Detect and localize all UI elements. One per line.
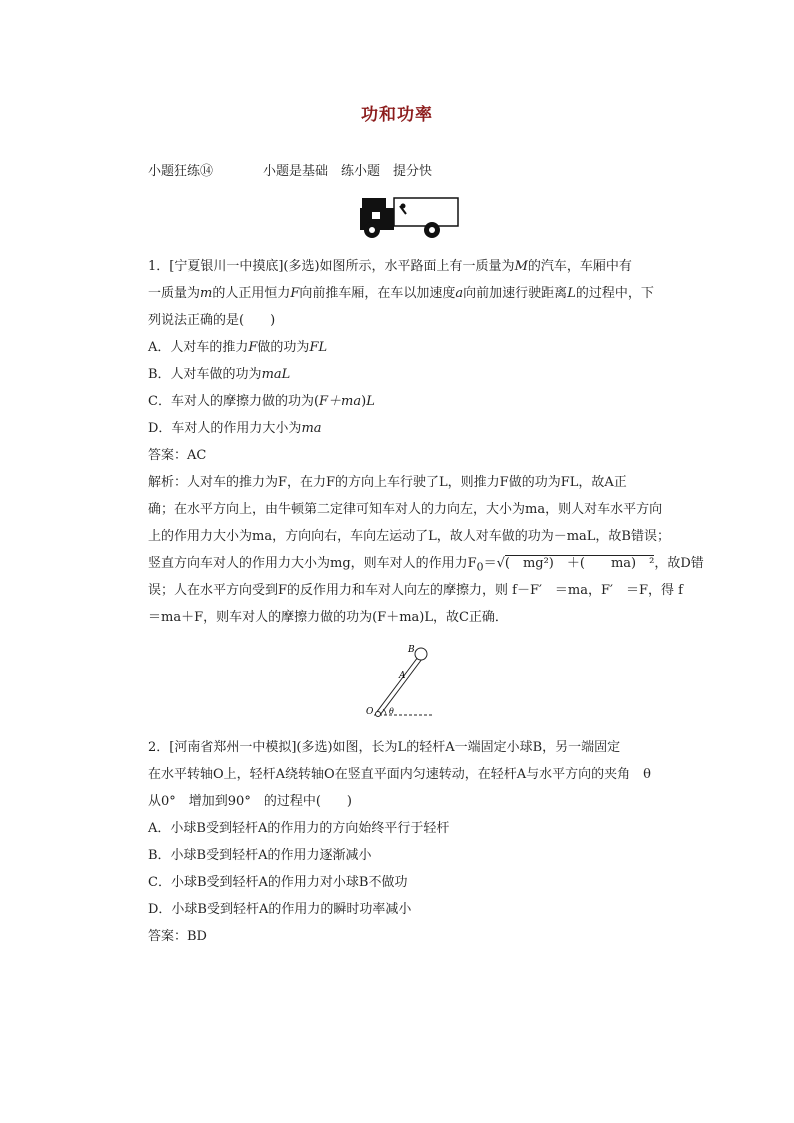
rod-line-b bbox=[380, 659, 422, 715]
q2-stem-line1: 2．[河南省郑州一中模拟](多选)如图，长为L的轻杆A一端固定小球B，另一端固定 bbox=[148, 740, 621, 755]
diagram-label-a: A bbox=[399, 671, 406, 681]
diagram-label-theta: θ bbox=[389, 707, 394, 716]
page-title: 功和功率 bbox=[361, 105, 433, 125]
diagram-label-b: B bbox=[408, 645, 415, 655]
diagram-label-o: O bbox=[366, 707, 374, 717]
q2-stem-line2: 在水平转轴O上，轻杆A绕转轴O在竖直平面内匀速转动，在轻杆A与水平方向的夹角 θ bbox=[148, 767, 651, 782]
ball-b bbox=[415, 648, 427, 660]
section-header bbox=[148, 160, 433, 179]
q2-stem-line3: 从0° 增加到90° 的过程中( ) bbox=[148, 794, 352, 809]
q1-option-d: D．车对人的作用力大小为ma bbox=[148, 421, 322, 436]
section-label: 小题狂练⑭ bbox=[148, 164, 214, 179]
q1-stem-line3: 列说法正确的是( ) bbox=[148, 313, 276, 328]
q1-stem-line1: 1．[宁夏银川一中摸底](多选)如图所示，水平路面上有一质量为M的汽车，车厢中有 bbox=[148, 259, 632, 274]
q2-answer: 答案：BD bbox=[148, 929, 207, 944]
section-slogan: 小题是基础 练小题 提分快 bbox=[263, 164, 433, 179]
q1-explanation-line2: 确；在水平方向上，由牛顿第二定律可知车对人的力向左，大小为ma，则人对车水平方向 bbox=[148, 502, 663, 517]
rod-line-a bbox=[376, 657, 418, 713]
q1-answer: 答案：AC bbox=[148, 448, 207, 463]
q2-option-b: B．小球B受到轻杆A的作用力逐渐减小 bbox=[148, 848, 372, 863]
truck-logo-icon bbox=[358, 194, 460, 240]
angle-arc bbox=[383, 709, 386, 715]
q1-option-c: C．车对人的摩擦力做的功为(F＋ma)L bbox=[148, 394, 375, 409]
q1-explanation-line5: 误；人在水平方向受到F的反作用力和车对人向左的摩擦力，则 f－F′ ＝ma，F′ ＝F，得 f bbox=[148, 583, 683, 598]
q2-option-c: C．小球B受到轻杆A的作用力对小球B不做功 bbox=[148, 875, 408, 890]
q1-explanation-line6: ＝ma＋F，则车对人的摩擦力做的功为(F＋ma)L，故C正确． bbox=[148, 610, 508, 625]
sqrt-sign: √ bbox=[496, 556, 505, 571]
q1-option-a: A．人对车的推力F做的功为FL bbox=[148, 340, 328, 355]
q1-explanation-line3: 上的作用力大小为ma，方向向右，车向左运动了L，故人对车做的功为－maL，故B错误； bbox=[148, 529, 670, 544]
q1-stem-line2: 一质量为m的人正用恒力F向前推车厢，在车以加速度a向前加速行驶距离L的过程中，下 bbox=[148, 286, 654, 301]
q1-explanation-line1: 解析：人对车的推力为F，在力F的方向上车行驶了L，则推力F做的功为FL，故A正 bbox=[148, 475, 627, 490]
rod-ball-diagram bbox=[366, 644, 438, 720]
q2-option-a: A．小球B受到轻杆A的作用力的方向始终平行于轻杆 bbox=[148, 821, 450, 836]
q2-option-d: D．小球B受到轻杆A的作用力的瞬时功率减小 bbox=[148, 902, 412, 917]
q1-option-b: B．人对车做的功为maL bbox=[148, 367, 291, 382]
sqrt-content: ( mg²) ＋( ma) ² bbox=[504, 556, 655, 571]
pivot-o bbox=[376, 712, 381, 717]
q1-explanation-line4: 竖直方向车对人的作用力大小为mg，则车对人的作用力$F_0=√$( mg²) ＋( ma) ²，故D错 bbox=[148, 556, 704, 574]
